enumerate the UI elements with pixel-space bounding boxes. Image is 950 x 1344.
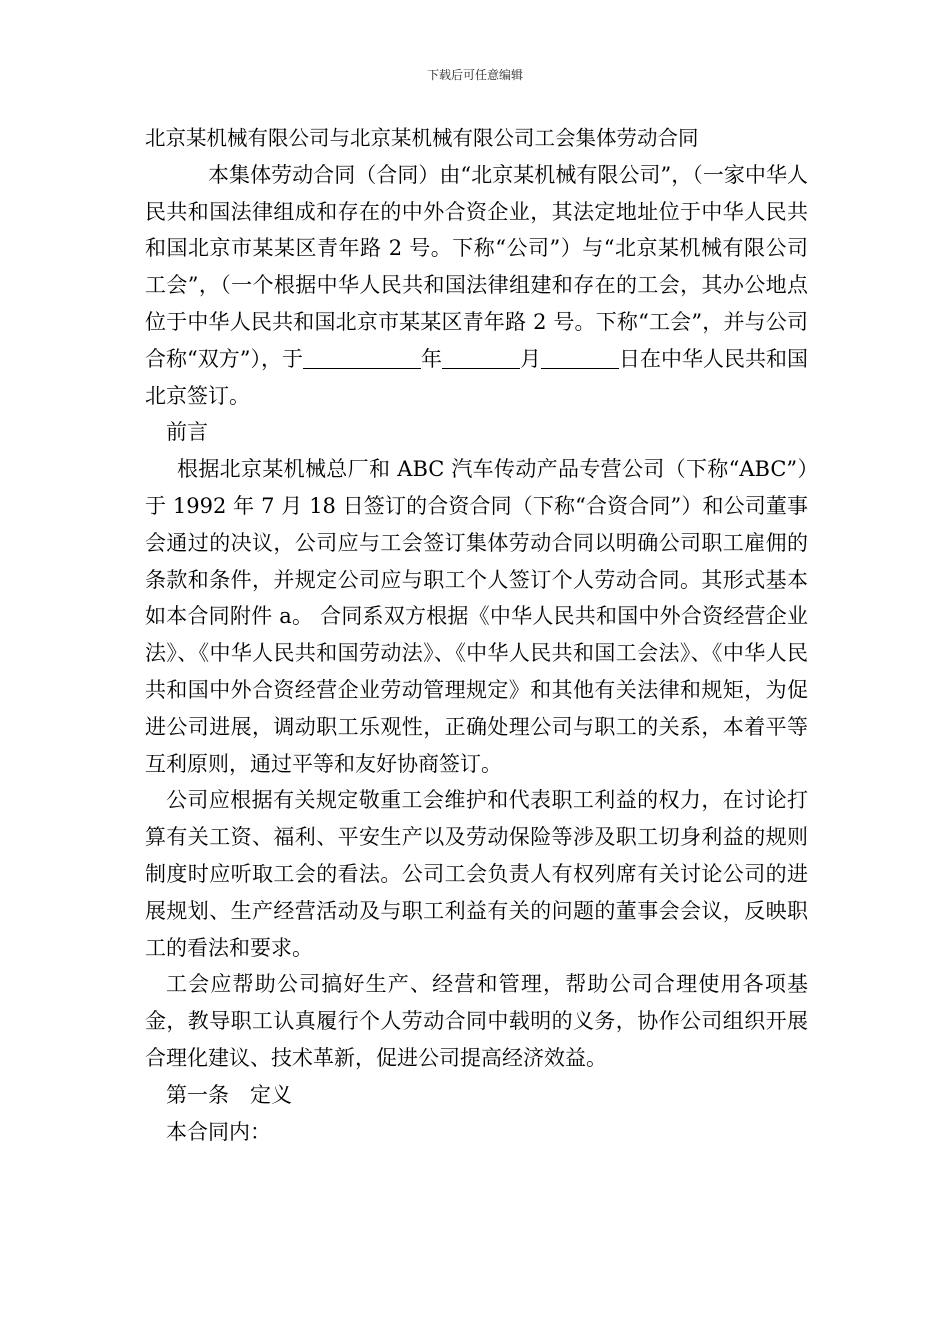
document-body <box>145 120 808 1150</box>
month-label: 月 <box>520 346 542 371</box>
date-blank-day <box>541 346 619 369</box>
intro-text-end: 日在中华人民共和国北京签订。 <box>145 346 809 408</box>
date-blank-month <box>442 346 520 369</box>
preface-heading: 前言 <box>166 420 208 445</box>
preface-paragraph-1: 根据北京某机械总厂和 ABC 汽车传动产品专营公司（下称“ABC”）于 1992 年 7 月 18 日签订的合资合同（下称“合资合同”）和公司董事会通过的决议，公司应与工会签订集体劳动合同以明确公司职工雇佣的条款和条件，并规定公司应与职工个人签订个人劳动合同。其形式基本如本合同附件 a。 合同系双方根据《中华人民共和国中外合资经营企业法》、《中华人民共和国劳动法》、《中华人民共和国工会法》、《中华人民共和国中外合资经营企业劳动管理规定》和其他有关法律和规矩，为促进公司进展，调动职工乐观性，正确处理公司与职工的关系，本着平等互利原则，通过平等和友好协商签订。 <box>145 457 808 776</box>
year-label: 年 <box>420 346 442 371</box>
article-1-intro: 本合同内： <box>166 1119 271 1144</box>
preface-paragraph-2: 公司应根据有关规定敬重工会维护和代表职工利益的权力，在讨论打算有关工资、福利、平安生产以及劳动保险等涉及职工切身利益的规则制度时应听取工会的看法。公司工会负责人有权列席有关讨论公司的进展规划、生产经营活动及与职工利益有关的问题的董事会会议，反映职工的看法和要求。 <box>145 788 808 960</box>
intro-text: 本集体劳动合同（合同）由“北京某机械有限公司”，（一家中华人民共和国法律组成和存在的中外合资企业，其法定地址位于中华人民共和国北京市某某区青年路 2 号。下称“公司”）与“北京某机械有限公司工会”，（一个根据中华人民共和国法律组建和存在的工会，其办公地点位于中华人民共和国北京市某某区青年路 2 号。下称“工会”，并与公司合称“双方”），于 <box>145 162 808 371</box>
document-title: 北京某机械有限公司与北京某机械有限公司工会集体劳动合同 <box>145 126 699 150</box>
date-blank-year-end <box>401 346 421 369</box>
intro-paragraph <box>145 157 808 415</box>
article-1-heading: 第一条 定义 <box>166 1082 292 1107</box>
page-header: 下载后可任意编辑 <box>426 68 523 82</box>
date-blank-year <box>303 346 401 369</box>
preface-paragraph-3: 工会应帮助公司搞好生产、经营和管理，帮助公司合理使用各项基金，教导职工认真履行个人劳动合同中载明的义务，协作公司组织开展合理化建议、技术革新，促进公司提高经济效益。 <box>145 972 808 1070</box>
